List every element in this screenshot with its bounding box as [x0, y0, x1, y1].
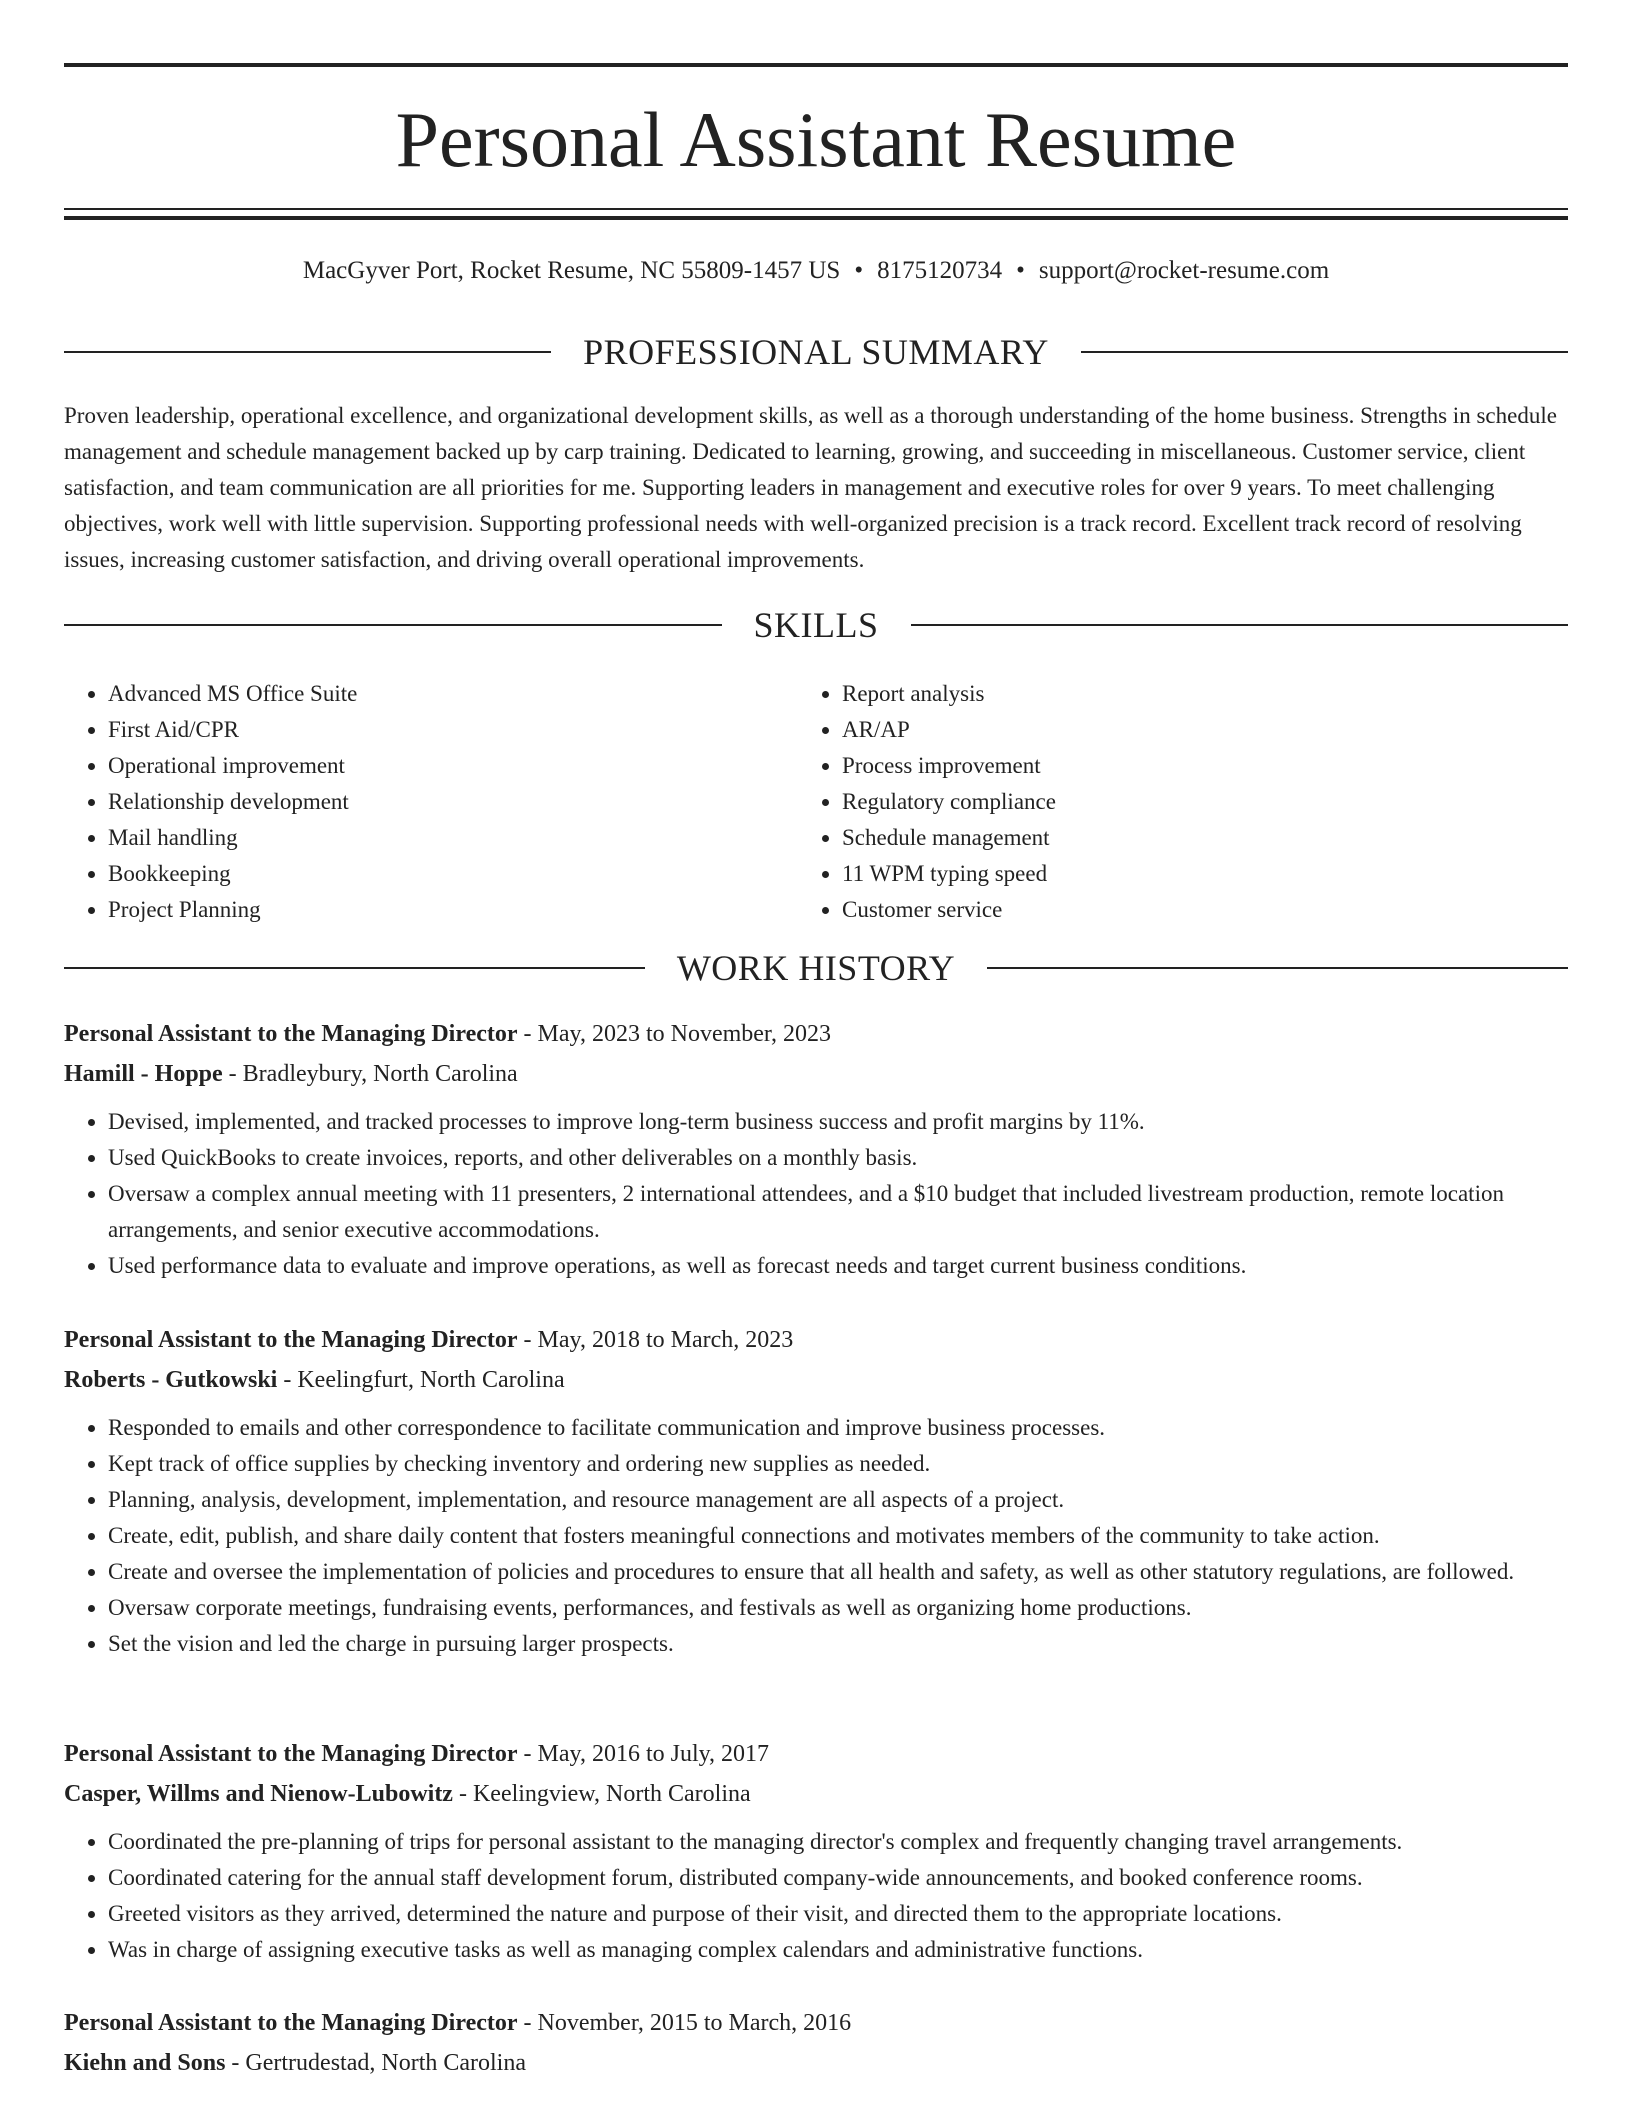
skill-item: • Bookkeeping	[108, 856, 764, 892]
job-title: Personal Assistant to the Managing Director	[64, 2010, 518, 2036]
skill-item: • Process improvement	[842, 748, 1498, 784]
job-bullet: • Responded to emails and other correspondence to facilitate communication and improve business processes.	[108, 1410, 1568, 1446]
title-rule-thick	[64, 216, 1568, 220]
job-location: - Keelingview, North Carolina	[452, 1781, 751, 1807]
job-entry	[64, 2003, 1568, 2083]
job-title-line	[64, 2003, 1568, 2043]
job-dates: - November, 2015 to March, 2016	[517, 2010, 852, 2036]
contact-email: support@rocket-resume.com	[1038, 257, 1330, 284]
page-title: Personal Assistant Resume	[395, 96, 1237, 183]
job-company: Roberts - Gutkowski	[64, 1367, 278, 1393]
job-company: Casper, Willms and Nienow-Lubowitz	[64, 1781, 453, 1807]
title-rule-thin	[64, 208, 1568, 210]
job-bullet: • Devised, implemented, and tracked processes to improve long-term business success and profit margins by 11%.	[108, 1104, 1568, 1140]
job-bullet: • Was in charge of assigning executive tasks as well as managing complex calendars and administrative functions.	[108, 1932, 1568, 1968]
contact-separator: •	[854, 257, 864, 284]
job-entry	[64, 1734, 1568, 1968]
skills-left-list	[64, 676, 764, 928]
job-bullet: • Oversaw corporate meetings, fundraising events, performances, and festivals as well as organizing home productions.	[108, 1590, 1568, 1626]
job-dates: - May, 2016 to July, 2017	[517, 1741, 770, 1767]
skill-item: • Schedule management	[842, 820, 1498, 856]
job-title-line	[64, 1014, 1568, 1054]
job-entry	[64, 1320, 1568, 1662]
top-rule	[64, 63, 1568, 67]
heading-rule	[64, 967, 645, 969]
job-bullets	[64, 1410, 1568, 1662]
job-title: Personal Assistant to the Managing Director	[64, 1327, 518, 1353]
job-location: - Bradleybury, North Carolina	[222, 1061, 518, 1087]
skills-heading	[64, 605, 1568, 645]
heading-rule	[911, 624, 1569, 626]
job-company-line	[64, 1360, 1568, 1400]
heading-rule	[987, 967, 1568, 969]
job-bullets	[64, 1104, 1568, 1284]
skill-item: • 11 WPM typing speed	[842, 856, 1498, 892]
job-dates: - May, 2018 to March, 2023	[517, 1327, 794, 1353]
skill-item: • Operational improvement	[108, 748, 764, 784]
contact-address: MacGyver Port, Rocket Resume, NC 55809-1457 US	[302, 257, 841, 284]
job-company-line	[64, 1054, 1568, 1094]
skill-item: • Project Planning	[108, 892, 764, 928]
job-bullet: • Used performance data to evaluate and improve operations, as well as forecast needs and target current business conditions.	[108, 1248, 1568, 1284]
job-company: Hamill - Hoppe	[64, 1061, 223, 1087]
job-title: Personal Assistant to the Managing Director	[64, 1021, 518, 1047]
job-bullet: • Used QuickBooks to create invoices, reports, and other deliverables on a monthly basis.	[108, 1140, 1568, 1176]
job-bullet: • Create and oversee the implementation of policies and procedures to ensure that all health and safety, as well as other statutory regulations, are followed.	[108, 1554, 1568, 1590]
job-bullet: • Coordinated catering for the annual staff development forum, distributed company-wide announcements, and booked conference rooms.	[108, 1860, 1568, 1896]
job-bullet: • Oversaw a complex annual meeting with 11 presenters, 2 international attendees, and a $10 budget that included livestream production, remote location arrangements, and senior executive accommodations.	[108, 1176, 1568, 1248]
skills-right-column	[798, 676, 1498, 928]
job-company-line	[64, 1774, 1568, 1814]
contact-phone: 8175120734	[877, 257, 1003, 284]
skill-item: • AR/AP	[842, 712, 1498, 748]
job-title: Personal Assistant to the Managing Director	[64, 1741, 518, 1767]
contact-separator: •	[1016, 257, 1025, 284]
job-bullet: • Set the vision and led the charge in pursuing larger prospects.	[108, 1626, 1568, 1662]
heading-rule	[64, 624, 722, 626]
heading-rule	[1081, 351, 1568, 353]
job-entry	[64, 1014, 1568, 1284]
job-bullet: • Coordinated the pre-planning of trips for personal assistant to the managing director's complex and frequently changing travel arrangements.	[108, 1824, 1568, 1860]
skills-left-column	[64, 676, 764, 928]
skills-heading-label: SKILLS	[753, 605, 879, 645]
summary-text: Proven leadership, operational excellence, and organizational development skills, as well as a thorough understanding of the home business. Strengths in schedule management and schedule management backed up by carp training. Dedicated to learning, growing, and succeeding in miscellaneous. Customer service, client satisfaction, and team communication are all priorities for me. Supporting leaders in management and executive roles for over 9 years. To meet challenging objectives, work well with little supervision. Supporting professional needs with well-organized precision is a track record. Excellent track record of resolving issues, increasing customer satisfaction, and driving overall operational improvements.	[64, 403, 1557, 572]
job-bullets	[64, 1824, 1568, 1968]
job-bullet: • Planning, analysis, development, implementation, and resource management are all aspects of a project.	[108, 1482, 1568, 1518]
contact-line	[64, 254, 1568, 288]
skill-item: • Customer service	[842, 892, 1498, 928]
work-heading	[64, 948, 1568, 988]
skill-item: • First Aid/CPR	[108, 712, 764, 748]
job-bullet: • Kept track of office supplies by checking inventory and ordering new supplies as needed.	[108, 1446, 1568, 1482]
work-heading-label: WORK HISTORY	[676, 948, 956, 988]
job-company-line	[64, 2043, 1568, 2083]
skill-item: • Regulatory compliance	[842, 784, 1498, 820]
job-bullet: • Create, edit, publish, and share daily content that fosters meaningful connections and motivates members of the community to take action.	[108, 1518, 1568, 1554]
skill-item: • Relationship development	[108, 784, 764, 820]
job-location: - Gertrudestad, North Carolina	[225, 2050, 526, 2076]
summary-heading	[64, 332, 1568, 372]
job-title-line	[64, 1734, 1568, 1774]
skill-item: • Advanced MS Office Suite	[108, 676, 764, 712]
skill-item: • Mail handling	[108, 820, 764, 856]
skills-right-list	[798, 676, 1498, 928]
job-dates: - May, 2023 to November, 2023	[517, 1021, 831, 1047]
heading-rule	[64, 351, 551, 353]
summary-heading-label: PROFESSIONAL SUMMARY	[583, 332, 1049, 372]
job-location: - Keelingfurt, North Carolina	[277, 1367, 565, 1393]
job-title-line	[64, 1320, 1568, 1360]
job-company: Kiehn and Sons	[64, 2050, 226, 2076]
job-bullet: • Greeted visitors as they arrived, determined the nature and purpose of their visit, and directed them to the appropriate locations.	[108, 1896, 1568, 1932]
skill-item: • Report analysis	[842, 676, 1498, 712]
